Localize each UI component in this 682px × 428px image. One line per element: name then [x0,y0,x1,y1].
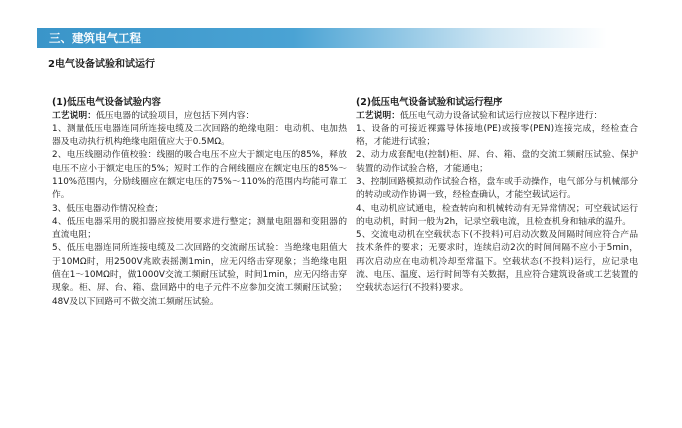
right-intro-label: 工艺说明： [356,110,400,121]
left-intro-label: 工艺说明： [52,110,96,121]
banner-title: 三、建筑电气工程 [49,31,141,45]
right-item-3: 3、控制回路模拟动作试验合格，盘车或手动操作，电气部分与机械部分的转动或动作协调一致，经检查确认，才能空载试运行。 [356,176,638,201]
left-item-5: 5、低压电器连同所连接电缆及二次回路的交流耐压试验：当绝缘电阻值大于10MΩ时，用2500V兆欧表摇测1min，应无闪络击穿现象；当绝缘电阻值在1～10MΩ时，做1000V交流工频耐压试验，时间1min，应无闪络击穿现象。柜、屏、台、箱、盘回路中的电子元件不应参加交流工频耐压试验；48V及以下回路可不做交流工频耐压试验。 [52,243,347,307]
right-intro [356,110,638,123]
left-item-4: 4、低压电器采用的脱扣器应按使用要求进行整定；测量电阻器和变阻器的直流电阻； [52,216,347,241]
section-banner [37,28,607,48]
left-item-1: 1、测量低压电器连同所连接电缆及二次回路的绝缘电阻：电动机、电加热器及电动执行机构绝缘电阻值应大于0.5MΩ。 [52,123,347,148]
right-item-1: 1、设备的可接近裸露导体接地(PE)或接零(PEN)连接完成，经检查合格，才能进行试验； [356,123,638,148]
left-intro-text: 低压电器的试验项目，应包括下列内容： [96,110,255,121]
right-column [356,96,638,296]
right-item-2: 2、动力成套配电(控制)柜、屏、台、箱、盘的交流工频耐压试验、保护装置的动作试验合格，才能通电； [356,150,638,174]
left-intro [52,110,347,123]
right-subtitle: (2)低压电气设备试验和试运行程序 [356,97,503,108]
section-heading: 2电气设备试验和试运行 [48,59,155,70]
left-subtitle: (1)低压电气设备试验内容 [52,97,161,108]
right-item-4: 4、电动机应试通电，检查转向和机械转动有无异常情况；可空载试运行的电动机，时间一般为2h，记录空载电流，且检查机身和轴承的温升。 [356,203,638,227]
left-column [52,96,347,309]
left-item-2: 2、电压线圈动作值校验：线圈的吸合电压不应大于额定电压的85%，释放电压不应小于额定电压的5%；短时工作的合闸线圈应在额定电压的85%～110%范围内，分励线圈应在额定电压的75%～110%的范围内均能可靠工作。 [52,150,347,201]
left-item-3: 3、低压电器动作情况检查； [52,203,164,214]
right-item-5: 5、交流电动机在空载状态下(不投料)可启动次数及间隔时间应符合产品技术条件的要求；无要求时，连续启动2次的时间间隔不应小于5min，再次启动应在电动机冷却至常温下。空载状态(不投料)运行，应记录电流、电压、温度、运行时间等有关数据，且应符合建筑设备或工艺装置的空载状态运行(不投料)要求。 [356,230,638,294]
right-intro-text: 低压电气动力设备试验和试运行应按以下程序进行： [400,110,603,121]
